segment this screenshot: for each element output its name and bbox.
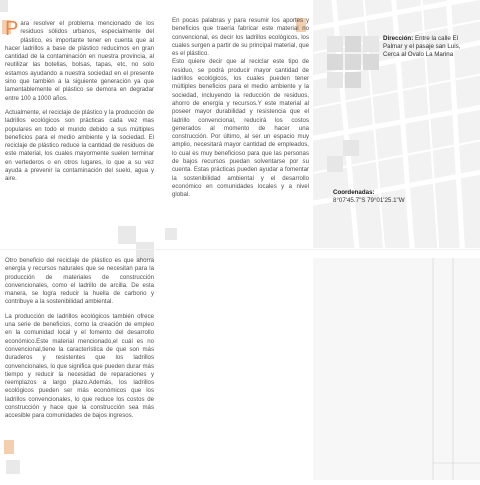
location-map: [313, 0, 480, 248]
decor-square: [165, 228, 177, 240]
page-divider: [0, 249, 480, 250]
coordenadas-label: Coordenadas:: [333, 189, 375, 196]
column-2: [172, 17, 309, 206]
orange-accent-block: [4, 440, 14, 454]
bottom-column: [5, 257, 154, 427]
bottom-paragraph-1: Otro beneficio del reciclaje de plástico es que ahorra energía y recursos naturales que se necesitan para la producción de materiales de construcción convencionales, como el ladrillo de arcilla. De esta manera, se logra reducir la huella de carbono y contribuye a la sostenibilidad ambiental.: [5, 257, 154, 306]
direccion-value: Entre la calle El Palmar y el pasaje san Luis, Cerca al Ovalo La Marina: [383, 35, 461, 58]
direccion-label: Dirección:: [383, 35, 414, 42]
coordenadas-value: 8°07'45.7"S 79°01'25.1"W: [333, 197, 405, 204]
direccion-info: [383, 35, 477, 59]
decor-square: [6, 460, 20, 474]
decor-square: [118, 226, 136, 244]
decor-square: [0, 0, 8, 12]
bottom-paragraph-2: La producción de ladrillos ecológicos también ofrece una serie de beneficios, como la creación de empleo en la comunidad local y el fomento del desarrollo económico.Este material mencionado,el cuál es no convencional,tiene la característica de que son más duraderos y resistentes que los ladrillos convencionales, lo que significa que pueden durar más tiempo y reducir la necesidad de reparaciones y reemplazos a largo plazo.Además, los ladrillos ecológicos pueden ser más económicos que los ladrillos convencionales, lo que reduce los costos de construcción y hace que la construcción sea más accesible para comunidades de bajos ingresos.: [5, 312, 154, 420]
column-1-paragraph-2: Actualmente, el reciclaje de plástico y la producción de ladrillos ecológicos son prácticas cada vez mas populares en todo el mundo debido a sus múltiples beneficios para el medio ambiente y la sociedad. El reciclaje de plástico reduce la cantidad de residuos de este material, los cuales mayormente suelen terminar en vertederos o en otros lugares, lo que a su vez ayuda a prevenir la contaminación del suelo, agua y aire.: [5, 108, 154, 183]
grid-lines: [313, 258, 480, 480]
column-1-paragraph-1: Para resolver el problema mencionado de los residuos sólidos urbanos, especialmente del plástico, es importante tener en cuenta que al hacer ladrillos a base de plástico reducimos en gran cantidad de la contaminación en nuestra provincia, al reutilizar las botellas, bolsas, tapas, etc, no solo estamos ayudando a nuestra sociedad en el presente sino que también a la siguiente generación ya que lamentablemente el plástico se demora en degradar entre 100 a 1000 años.: [5, 18, 154, 102]
coordenadas-info: [333, 189, 473, 205]
column-2-paragraph-2: Esto quiere decir que al reciclar este tipo de residuo, se podrá producir mayor cantidad de ladrillos ecológicos, los cuales pueden tener múltiples beneficios para el medio ambiente y la sociedad, incluyendo la reducción de residuos, ahorro de energía y recursos.Y este material al poseer mayor durabilidad y resistencia que el ladrillo convencional, reducirá los costos generados al momento de hacer una construcción. Por último, al ser un espacio muy amplio, necesitará mayor cantidad de empleados, lo cual es muy beneficioso para que las personas de bajos recursos puedan solventarse por su cuenta. Estas prácticas pueden ayudar a fomentar la sostenibilidad ambiental y el desarrollo económico en comunidades locales y a nivel global.: [172, 58, 309, 199]
dropcap: P: [5, 18, 19, 40]
column-2-paragraph-1: En pocas palabras y para resumir los aportes y beneficios que traería fabricar este material no convencional, es decir los ladrillos ecológicos, los cuales surgen a partir de su principal material, que es el plástico.: [172, 17, 309, 58]
column-1: [5, 20, 154, 190]
bottom-right-panel: [313, 258, 480, 480]
